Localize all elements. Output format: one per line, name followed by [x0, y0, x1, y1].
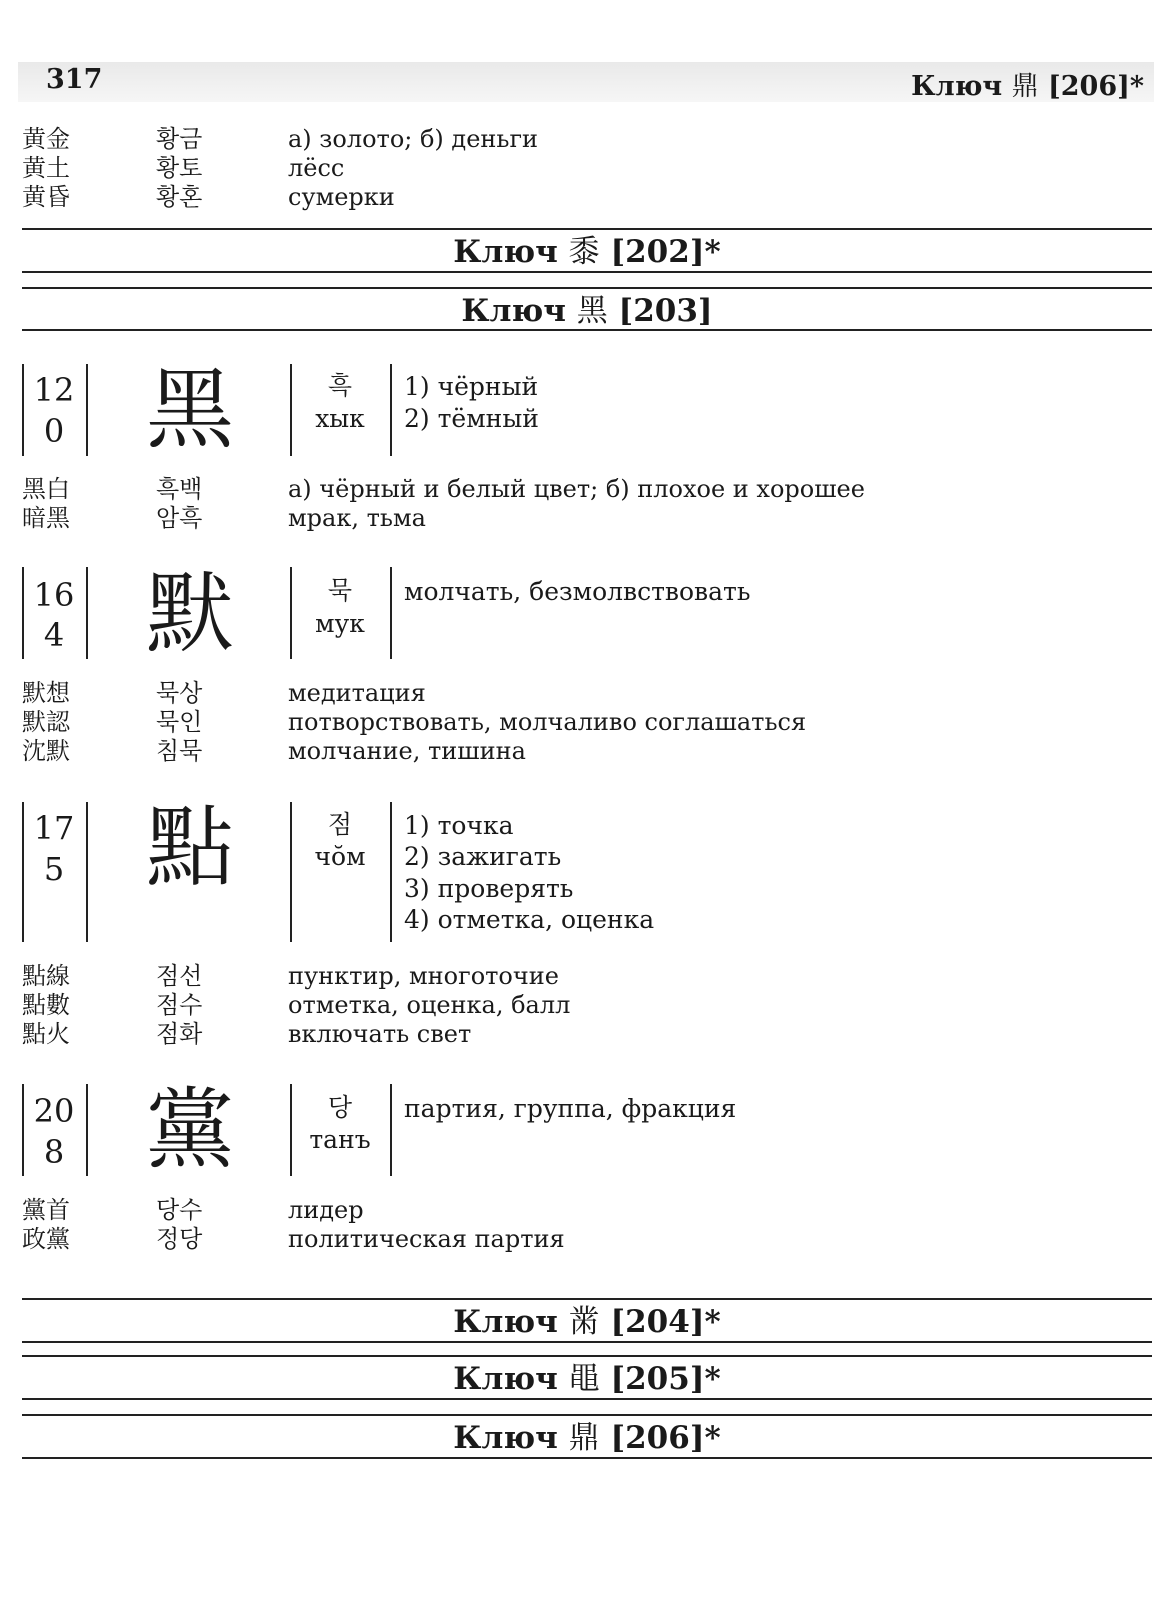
meaning-line: 4) отметка, оценка [404, 905, 655, 934]
meaning-line: молчать, безмолвствовать [404, 577, 751, 606]
compound-hangul: 황금 [156, 125, 203, 153]
compound-definition: лидер [288, 1196, 364, 1224]
section-rule [22, 1341, 1152, 1343]
korean-reading: 점 [327, 810, 353, 839]
running-head [911, 64, 1144, 103]
stroke-count-extra: 4 [43, 616, 65, 654]
entry-border [390, 364, 392, 456]
key-char: 黍 [568, 234, 600, 270]
section-rule [22, 228, 1152, 230]
compound-hanja: 黨首 [22, 1196, 70, 1224]
headword-character: 點 [145, 796, 234, 899]
headword-character: 黨 [145, 1078, 234, 1181]
compound-hangul: 점화 [156, 1020, 203, 1048]
russian-reading: мук [315, 609, 365, 638]
compound-definition: отметка, оценка, балл [288, 991, 571, 1019]
entry-border [86, 802, 88, 942]
key-heading-203 [22, 291, 1152, 331]
meaning-line: 3) проверять [404, 874, 574, 903]
stroke-count-extra: 5 [43, 850, 65, 888]
section-rule [22, 1298, 1152, 1300]
compound-hanja: 點火 [22, 1020, 70, 1048]
entry-border [86, 567, 88, 659]
compound-hangul: 점선 [156, 962, 203, 990]
compound-hangul: 점수 [156, 991, 203, 1019]
page-number: 317 [46, 64, 103, 95]
compound-hanja: 點線 [22, 962, 70, 990]
entry-border [86, 364, 88, 456]
key-label: Ключ [453, 1420, 558, 1456]
compound-definition: включать свет [288, 1020, 472, 1048]
key-heading-205 [22, 1359, 1152, 1399]
key-label: Ключ [453, 234, 558, 270]
compound-hangul: 황혼 [156, 183, 203, 211]
compound-definition: потворствовать, молчаливо соглашаться [288, 708, 807, 736]
key-char: 黽 [568, 1361, 600, 1397]
compound-hanja: 黄昏 [22, 183, 70, 211]
headword-character: 黑 [145, 358, 234, 461]
stroke-count-total: 17 [33, 809, 75, 847]
compound-hanja: 黄金 [22, 125, 70, 153]
key-label: Ключ [461, 293, 566, 329]
key-label: Ключ [453, 1304, 558, 1340]
section-rule [22, 287, 1152, 289]
key-number: [206]* [610, 1420, 721, 1456]
compound-definition: молчание, тишина [288, 737, 526, 765]
section-rule [22, 1398, 1152, 1400]
compound-definition: сумерки [288, 183, 395, 211]
key-char: 黹 [568, 1304, 600, 1340]
compound-hangul: 정당 [156, 1225, 203, 1253]
compound-hanja: 政黨 [22, 1225, 70, 1253]
compound-hangul: 당수 [156, 1196, 203, 1224]
compound-hanja: 黄土 [22, 154, 70, 182]
key-number: [203] [618, 293, 713, 329]
key-char: 鼎 [568, 1420, 600, 1456]
key-number: [205]* [610, 1361, 721, 1397]
compound-definition: а) чёрный и белый цвет; б) плохое и хорошее [288, 475, 865, 503]
entry-border [390, 1084, 392, 1176]
compound-definition: лёсс [288, 154, 345, 182]
entry-border [390, 567, 392, 659]
meaning-line: партия, группа, фракция [404, 1094, 737, 1123]
section-rule [22, 1414, 1152, 1416]
compound-hanja: 默想 [22, 679, 70, 707]
key-heading-202 [22, 232, 1152, 272]
compound-hangul: 흑백 [156, 475, 203, 503]
section-rule [22, 271, 1152, 273]
compound-definition: пунктир, многоточие [288, 962, 559, 990]
compound-hangul: 묵인 [156, 708, 203, 736]
stroke-count-total: 20 [33, 1092, 75, 1130]
compound-definition: медитация [288, 679, 426, 707]
meaning-line: 2) зажигать [404, 842, 562, 871]
compound-definition: а) золото; б) деньги [288, 125, 539, 153]
korean-reading: 당 [327, 1093, 353, 1122]
meaning-line: 2) тёмный [404, 404, 539, 433]
korean-reading: 흑 [327, 371, 353, 400]
compound-hanja: 暗黑 [22, 504, 70, 532]
compound-definition: мрак, тьма [288, 504, 426, 532]
key-number: [202]* [610, 234, 721, 270]
compound-hangul: 황토 [156, 154, 203, 182]
compound-hangul: 암흑 [156, 504, 203, 532]
meaning-line: 1) чёрный [404, 372, 539, 401]
compound-hanja: 黑白 [22, 475, 70, 503]
stroke-count-extra: 0 [43, 412, 65, 450]
entry-border [86, 1084, 88, 1176]
compound-hanja: 默認 [22, 708, 70, 736]
russian-reading: хык [315, 404, 365, 433]
running-head-prefix: Ключ [911, 71, 1003, 102]
key-heading-206 [22, 1418, 1152, 1458]
stroke-count-total: 16 [33, 576, 75, 614]
russian-reading: танъ [309, 1125, 371, 1154]
section-rule [22, 329, 1152, 331]
compound-hangul: 묵상 [156, 679, 203, 707]
compound-hanja: 沈默 [22, 737, 70, 765]
key-char: 黑 [576, 293, 608, 329]
running-head-char: 鼎 [1011, 71, 1039, 102]
compound-hanja: 點數 [22, 991, 70, 1019]
compound-hangul: 침묵 [156, 737, 203, 765]
entry-border [390, 802, 392, 942]
korean-reading: 묵 [327, 576, 353, 605]
headword-character: 默 [145, 562, 234, 665]
stroke-count-extra: 8 [43, 1133, 65, 1171]
running-head-suffix: [206]* [1047, 71, 1144, 102]
key-number: [204]* [610, 1304, 721, 1340]
russian-reading: чŏм [314, 842, 366, 871]
stroke-count-total: 12 [33, 371, 75, 409]
section-rule [22, 1355, 1152, 1357]
section-rule [22, 1457, 1152, 1459]
compound-definition: политическая партия [288, 1225, 565, 1253]
key-heading-204 [22, 1302, 1152, 1342]
meaning-line: 1) точка [404, 811, 514, 840]
key-label: Ключ [453, 1361, 558, 1397]
